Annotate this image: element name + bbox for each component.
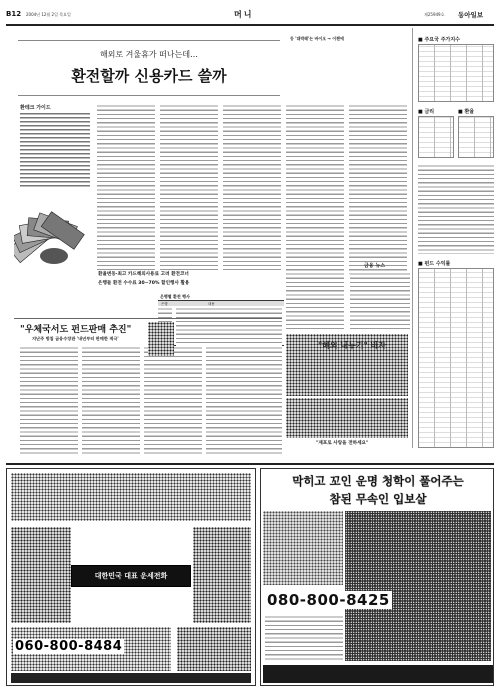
- fortune-ad-portraits-right: [193, 527, 251, 623]
- second-article-column-2: [82, 346, 140, 454]
- second-article-subhead: 지난주 방침 금융수장관 '내년부터 판매한 적극': [32, 336, 119, 341]
- feature-box-title: 금융 뉴스: [364, 263, 386, 269]
- article-byline: 환테크 가이드: [20, 105, 51, 111]
- article-subhead-1: 환율변동·최고 카드해외사용료 고려 환전코너: [98, 272, 189, 277]
- newspaper-logo: 동아일보: [458, 11, 484, 19]
- shaman-ad-info-text: [265, 615, 343, 661]
- page-header: [6, 9, 494, 23]
- second-article-column-1: [20, 346, 78, 454]
- fortune-ad-title: 대한민국 대표 운세전화: [94, 572, 168, 580]
- shaman-ad-phone: 080-800-8425: [267, 591, 390, 609]
- table-header-content: 내용: [208, 302, 215, 306]
- fortune-ad-banner: [71, 565, 191, 587]
- right-top-heading: 등 '대박레'는 바이오 → 이젠에: [290, 36, 344, 41]
- shaman-ad-subheadline: 참된 무속인 입보살: [329, 492, 427, 506]
- article-lead-text: [20, 112, 90, 188]
- person-portrait: [148, 322, 174, 356]
- right-top-column-1: [414, 36, 416, 37]
- fortune-ad-portraits-mid: [11, 527, 71, 623]
- bazaar-photo-caption: "해외 나누기" 바자: [318, 340, 387, 350]
- funds-section-title: ■ 펀드 수익률: [418, 261, 451, 267]
- shaman-ad-side-texture: [263, 511, 343, 585]
- article-body-column-5: [349, 104, 407, 274]
- fortune-ad-portraits-top: [11, 473, 251, 521]
- shaman-ad: [260, 468, 494, 686]
- article-body-column-2: [160, 104, 218, 270]
- funds-table: [418, 268, 494, 448]
- issue-date: 2004년 12월 2일 목요일: [26, 12, 71, 17]
- fortune-ad-portraits-bottom-right: [177, 627, 251, 671]
- second-article-headline: "우체국서도 펀드판매 추진": [20, 325, 132, 335]
- second-article-column-3: [144, 346, 202, 454]
- shaman-ad-footer: [263, 665, 493, 683]
- article-headline: 환전할까 신용카드 쓸까: [71, 67, 227, 85]
- money-photo: [14, 190, 92, 266]
- article-body-column-3: [223, 104, 281, 270]
- fx-section-title: ■ 환율: [458, 109, 475, 115]
- section-title: 머니: [234, 10, 254, 19]
- article-body-column-1: [97, 104, 155, 270]
- issue-number: 제25949호: [424, 12, 445, 17]
- fx-table: [458, 116, 494, 158]
- table-header-bank: 은행: [161, 302, 168, 306]
- article-body-column-4: [286, 104, 344, 330]
- section-divider: [14, 318, 282, 319]
- fortune-ad-footer: [11, 673, 251, 683]
- fortune-ad: [6, 468, 256, 686]
- rates-section-title: ■ 금리: [418, 109, 435, 115]
- page-number: B12: [6, 10, 22, 18]
- stocks-table: [418, 44, 494, 102]
- ads-top-rule: [6, 463, 494, 465]
- article-subhead-2: 은행들 환전 수수료 30~70% 할인행사 활용: [98, 281, 190, 286]
- header-rule: [6, 24, 494, 26]
- right-column-divider: [412, 28, 413, 448]
- charity-photo-caption: "재포로 사랑을 전하세요": [316, 441, 369, 446]
- article-kicker: 해외로 겨울휴가 떠나는데…: [99, 50, 199, 59]
- market-note-text: [418, 164, 494, 254]
- rates-table: [418, 116, 454, 158]
- table-title: 은행별 환전 행사: [160, 294, 190, 299]
- stocks-section-title: ■ 주요국 주가지수: [418, 37, 461, 43]
- fortune-ad-phone: 060-800-8484: [15, 639, 123, 654]
- shaman-portrait: [345, 511, 491, 661]
- exchange-table: [158, 300, 284, 346]
- second-article-column-4: [206, 346, 282, 454]
- shaman-ad-headline: 막히고 꼬인 운명 청학이 풀어주는: [292, 474, 464, 488]
- charity-photo: [286, 398, 408, 438]
- feature-box-text: [350, 272, 410, 332]
- lead-headline-box: [18, 40, 280, 96]
